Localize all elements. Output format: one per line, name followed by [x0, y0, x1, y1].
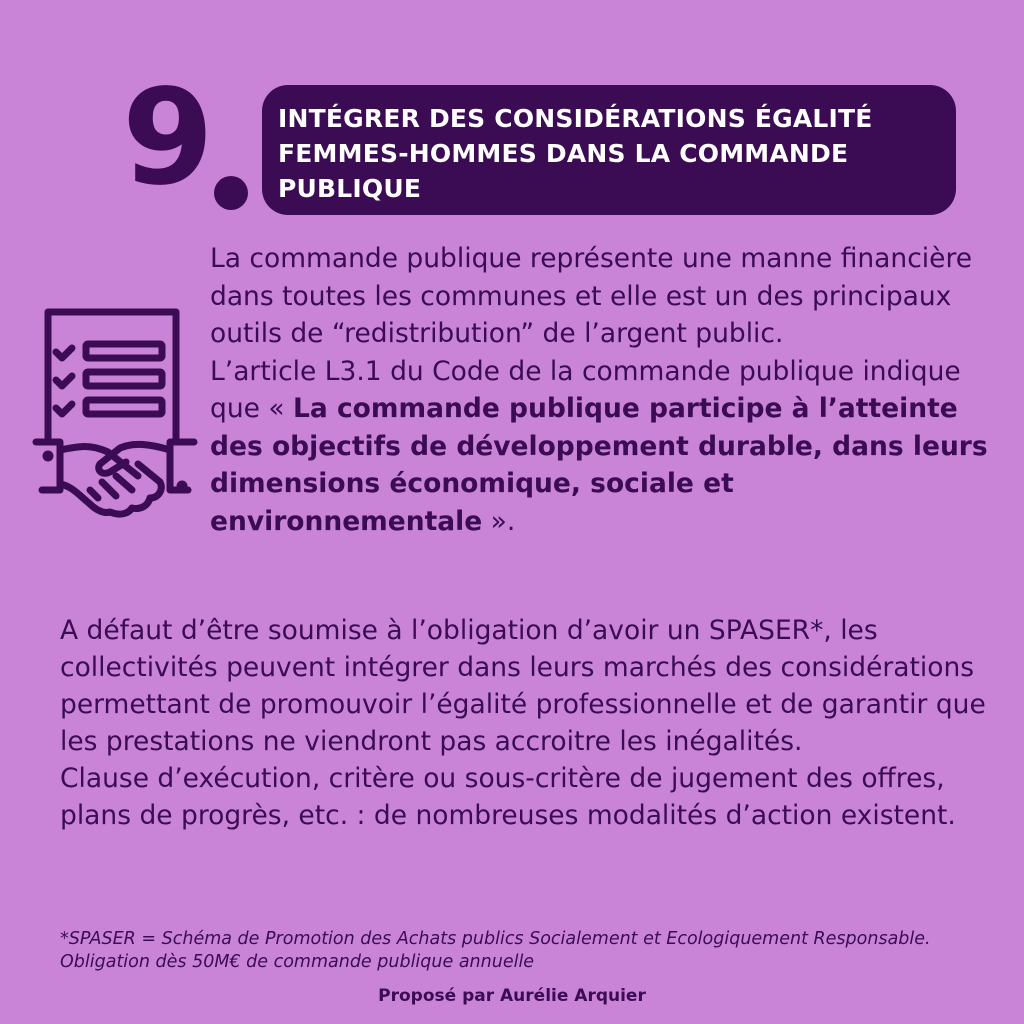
intro-paragraph-1: La commande publique représente une manne financière dans toutes les communes et elle est un des principaux outils de “redistribution” de l’argent public. [210, 243, 973, 349]
intro-paragraph-2-end: ». [482, 505, 516, 537]
footnote: *SPASER = Schéma de Promotion des Achats publics Socialement et Ecologiquement Responsable. Obligation dès 50M€ de commande publique annuelle [60, 929, 931, 972]
intro-text [210, 240, 1010, 540]
number-dot [214, 176, 248, 210]
contract-handshake-icon [30, 300, 200, 522]
body-paragraph-2: Clause d’exécution, critère ou sous-critère de jugement des offres, plans de progrès, etc. : de nombreuses modalités d’action existent. [60, 763, 956, 831]
title-text: INTÉGRER DES CONSIDÉRATIONS ÉGALITÉ FEMMES-HOMMES DANS LA COMMANDE PUBLIQUE [278, 104, 873, 203]
intro-paragraph-2-start: L’article L3.1 du Code de la commande publique indique que « [210, 355, 961, 424]
body-text [60, 612, 1010, 834]
item-number: 9 [122, 61, 210, 215]
author-credit: Proposé par Aurélie Arquier [378, 986, 646, 1006]
intro-quote-bold: La commande publique participe à l’atteinte des objectifs de développement durable, dans leurs dimensions économique, sociale et environnementale [210, 393, 988, 537]
title-banner [262, 85, 956, 215]
body-paragraph-1: A défaut d’être soumise à l’obligation d’avoir un SPASER*, les collectivités peuvent intégrer dans leurs marchés des considérations permettant de promouvoir l’égalité professionnelle et de garantir que les prestations ne viendront pas accroitre les inégalités. [60, 615, 986, 757]
